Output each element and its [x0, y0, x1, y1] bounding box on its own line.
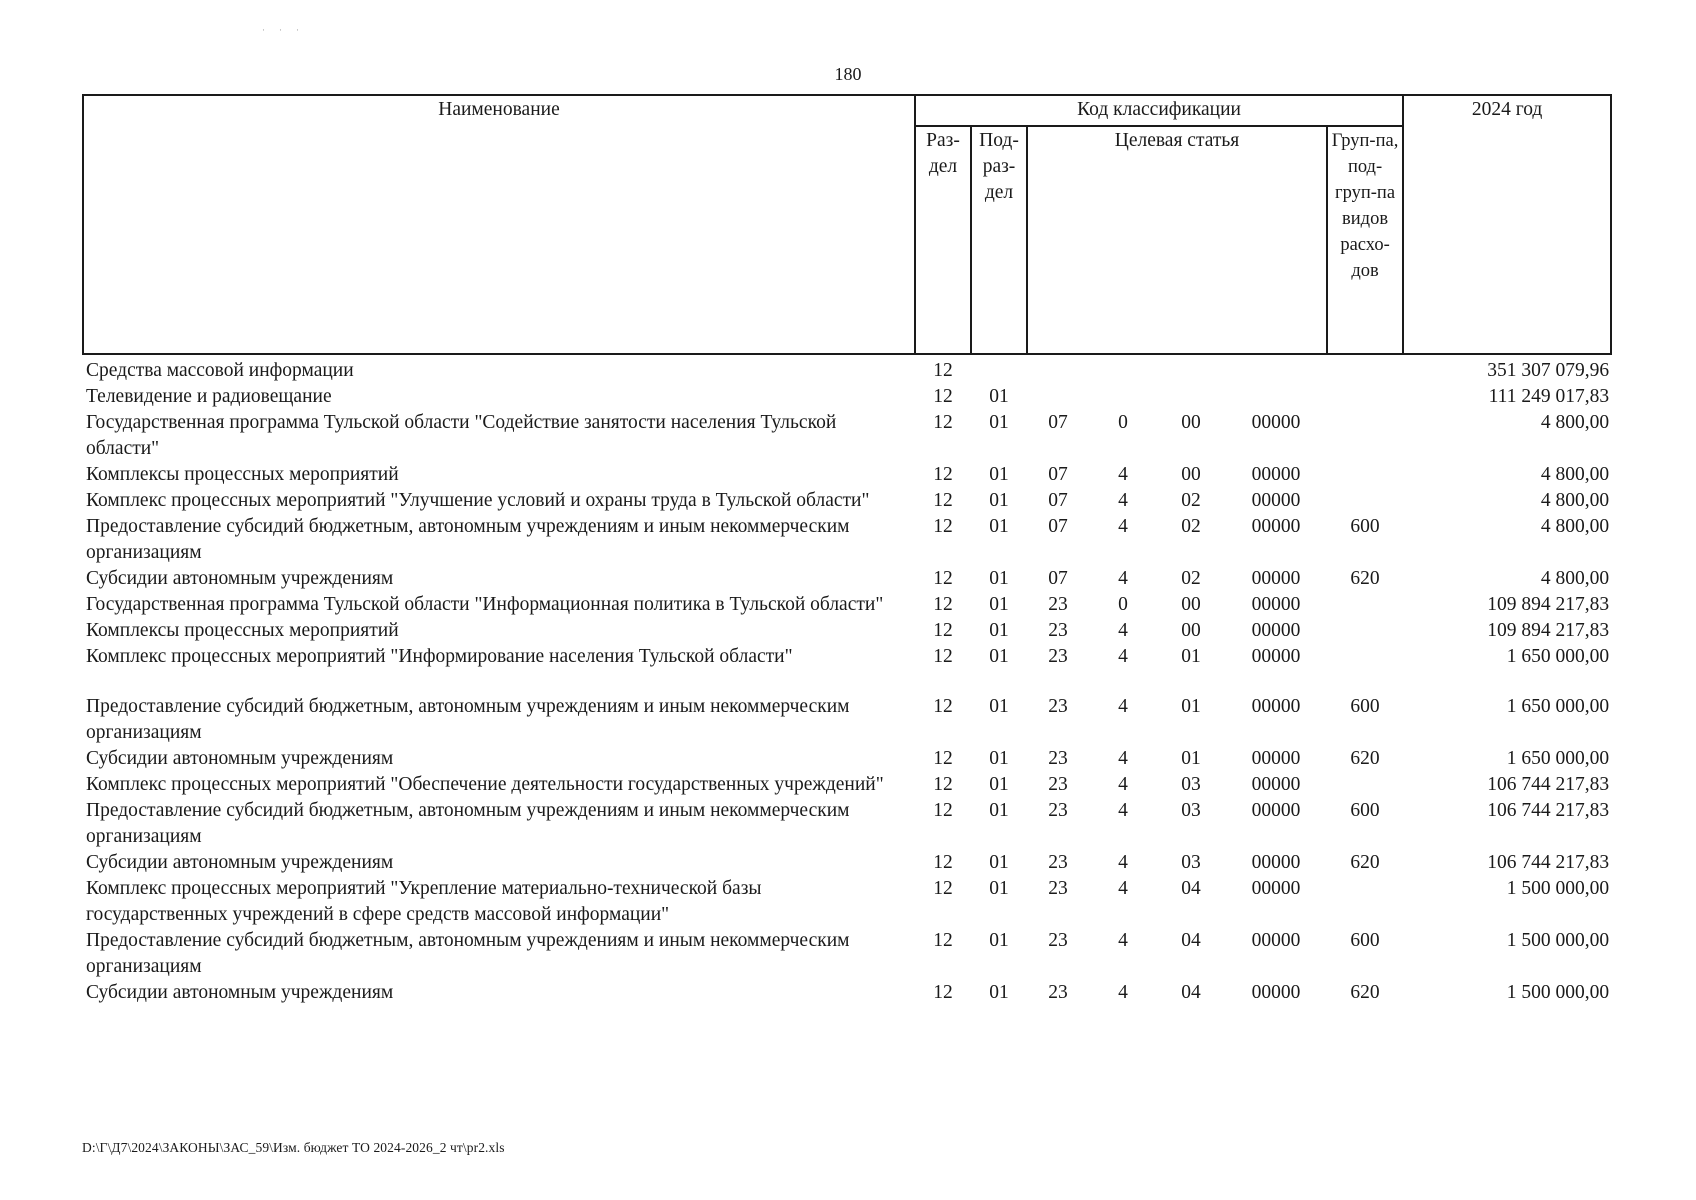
cell-r: 12 [933, 620, 953, 641]
cell-c4: 00000 [1251, 774, 1301, 795]
cell-g [1327, 772, 1403, 798]
cell-c3: 02 [1181, 490, 1201, 511]
cell-c3: 00 [1181, 594, 1201, 615]
cell-c1 [1027, 384, 1089, 410]
cell-c4: 00000 [1251, 800, 1301, 821]
table-row [83, 354, 1611, 384]
header-razdel: Раз-дел [915, 126, 971, 354]
cell-c3 [1157, 384, 1225, 410]
cell-pr: 01 [989, 594, 1009, 615]
cell-r: 12 [933, 800, 953, 821]
cell-c1: 07 [1048, 516, 1068, 537]
cell-r: 12 [933, 464, 953, 485]
cell-amount: 109 894 217,83 [1487, 594, 1610, 615]
cell-name: Комплекс процессных мероприятий "Укрепление материально-технической базы государственных учреждений в сфере средств массовой информации" [86, 878, 762, 925]
cell-name: Комплексы процессных мероприятий [86, 620, 399, 641]
cell-c2: 4 [1118, 800, 1128, 821]
cell-c2: 4 [1118, 774, 1128, 795]
cell-amount: 4 800,00 [1540, 490, 1610, 511]
cell-r: 12 [933, 748, 953, 769]
cell-c3: 04 [1181, 878, 1201, 899]
table-row [83, 980, 1611, 1006]
cell-pr: 01 [989, 464, 1009, 485]
table-row [83, 514, 1611, 566]
cell-c4: 00000 [1251, 748, 1301, 769]
cell-g [1327, 592, 1403, 618]
cell-r: 12 [933, 696, 953, 717]
cell-c3: 00 [1181, 412, 1201, 433]
cell-c2: 0 [1118, 594, 1128, 615]
cell-g [1327, 488, 1403, 514]
cell-c3: 03 [1181, 852, 1201, 873]
cell-name: Комплекс процессных мероприятий "Обеспечение деятельности государственных учреждений" [86, 774, 884, 795]
cell-pr: 01 [989, 412, 1009, 433]
cell-pr: 01 [989, 878, 1009, 899]
cell-c4 [1225, 354, 1327, 384]
table-row [83, 462, 1611, 488]
cell-amount: 351 307 079,96 [1487, 360, 1610, 381]
table-row [83, 772, 1611, 798]
cell-c2: 4 [1118, 490, 1128, 511]
cell-amount: 1 650 000,00 [1506, 696, 1610, 717]
cell-c1: 07 [1048, 490, 1068, 511]
cell-c2: 4 [1118, 568, 1128, 589]
cell-c1: 07 [1048, 412, 1068, 433]
table-row [83, 746, 1611, 772]
cell-name: Средства массовой информации [86, 360, 354, 381]
cell-c3: 01 [1181, 748, 1201, 769]
cell-name: Государственная программа Тульской области "Содействие занятости населения Тульской области" [86, 412, 837, 459]
cell-g [1327, 354, 1403, 384]
cell-pr [971, 354, 1027, 384]
cell-c3: 03 [1181, 800, 1201, 821]
cell-r: 12 [933, 412, 953, 433]
cell-c2: 4 [1118, 646, 1128, 667]
cell-g: 620 [1350, 852, 1380, 873]
cell-c3: 01 [1181, 696, 1201, 717]
cell-pr: 01 [989, 490, 1009, 511]
header-target: Целевая статья [1027, 126, 1327, 354]
cell-amount: 1 500 000,00 [1506, 878, 1610, 899]
cell-c1: 23 [1048, 800, 1068, 821]
cell-c4: 00000 [1251, 464, 1301, 485]
cell-r: 12 [933, 516, 953, 537]
cell-name: Субсидии автономным учреждениям [86, 748, 394, 769]
cell-g [1327, 644, 1403, 670]
footer-file-path: D:\Г\Д7\2024\ЗАКОНЫ\ЗАС_59\Изм. бюджет ТО 2024-2026_2 чт\pr2.xls [82, 1140, 505, 1155]
cell-g [1327, 876, 1403, 928]
cell-pr: 01 [989, 620, 1009, 641]
cell-r: 12 [933, 490, 953, 511]
table-body [83, 354, 1611, 1006]
cell-name: Субсидии автономным учреждениям [86, 982, 394, 1003]
cell-c4: 00000 [1251, 852, 1301, 873]
header-group: Груп-па, под-груп-па видов расхо-дов [1327, 126, 1403, 354]
cell-c1: 23 [1048, 982, 1068, 1003]
cell-c4: 00000 [1251, 568, 1301, 589]
cell-r: 12 [933, 646, 953, 667]
cell-c2: 4 [1118, 464, 1128, 485]
cell-r: 12 [933, 982, 953, 1003]
cell-c1: 23 [1048, 774, 1068, 795]
cell-c3: 01 [1181, 646, 1201, 667]
spacer-cell [83, 670, 1611, 694]
cell-c2 [1089, 384, 1157, 410]
table-row [83, 928, 1611, 980]
cell-c4: 00000 [1251, 516, 1301, 537]
cell-r: 12 [933, 774, 953, 795]
scan-artifact: ··· [262, 25, 313, 35]
table-row [83, 566, 1611, 592]
cell-c1: 23 [1048, 620, 1068, 641]
header-year: 2024 год [1403, 95, 1611, 354]
cell-name: Субсидии автономным учреждениям [86, 852, 394, 873]
cell-c4: 00000 [1251, 620, 1301, 641]
cell-c1 [1027, 354, 1089, 384]
cell-amount: 1 500 000,00 [1506, 982, 1610, 1003]
cell-r: 12 [933, 852, 953, 873]
cell-amount: 4 800,00 [1540, 464, 1610, 485]
cell-pr: 01 [989, 852, 1009, 873]
cell-name: Предоставление субсидий бюджетным, автономным учреждениям и иным некоммерческим организациям [86, 516, 850, 563]
cell-g [1327, 462, 1403, 488]
cell-c4: 00000 [1251, 412, 1301, 433]
cell-name: Предоставление субсидий бюджетным, автономным учреждениям и иным некоммерческим организациям [86, 930, 850, 977]
cell-pr: 01 [989, 568, 1009, 589]
table-row [83, 850, 1611, 876]
cell-g: 600 [1350, 800, 1380, 821]
cell-c1: 23 [1048, 646, 1068, 667]
cell-c2 [1089, 354, 1157, 384]
cell-c2: 4 [1118, 930, 1128, 951]
cell-pr: 01 [989, 930, 1009, 951]
cell-c3: 00 [1181, 464, 1201, 485]
table-row [83, 694, 1611, 746]
cell-c3: 02 [1181, 568, 1201, 589]
cell-pr: 01 [989, 748, 1009, 769]
cell-amount: 109 894 217,83 [1487, 620, 1610, 641]
cell-c4: 00000 [1251, 696, 1301, 717]
header-classification: Код классификации [915, 95, 1403, 126]
cell-pr: 01 [989, 386, 1009, 407]
cell-c3: 02 [1181, 516, 1201, 537]
cell-c1: 07 [1048, 568, 1068, 589]
cell-g: 620 [1350, 982, 1380, 1003]
cell-r: 12 [933, 360, 953, 381]
table-row [83, 410, 1611, 462]
cell-pr: 01 [989, 800, 1009, 821]
cell-g [1327, 618, 1403, 644]
cell-name: Предоставление субсидий бюджетным, автономным учреждениям и иным некоммерческим организациям [86, 696, 850, 743]
cell-c3: 03 [1181, 774, 1201, 795]
cell-c1: 23 [1048, 878, 1068, 899]
budget-table [82, 94, 1612, 1006]
cell-amount: 4 800,00 [1540, 412, 1610, 433]
table-row [83, 384, 1611, 410]
cell-amount: 4 800,00 [1540, 568, 1610, 589]
cell-pr: 01 [989, 982, 1009, 1003]
cell-c2: 4 [1118, 982, 1128, 1003]
cell-c4: 00000 [1251, 878, 1301, 899]
cell-amount: 1 650 000,00 [1506, 646, 1610, 667]
cell-g [1327, 384, 1403, 410]
cell-c3 [1157, 354, 1225, 384]
cell-c1: 07 [1048, 464, 1068, 485]
cell-amount: 1 650 000,00 [1506, 748, 1610, 769]
cell-name: Комплексы процессных мероприятий [86, 464, 399, 485]
cell-c4: 00000 [1251, 930, 1301, 951]
table-row [83, 592, 1611, 618]
cell-name: Государственная программа Тульской области "Информационная политика в Тульской области" [86, 594, 884, 615]
cell-pr: 01 [989, 646, 1009, 667]
cell-amount: 111 249 017,83 [1488, 386, 1610, 407]
cell-c1: 23 [1048, 930, 1068, 951]
cell-g: 620 [1350, 748, 1380, 769]
cell-g [1327, 410, 1403, 462]
cell-name: Комплекс процессных мероприятий "Информирование населения Тульской области" [86, 646, 793, 667]
cell-c2: 4 [1118, 852, 1128, 873]
cell-g: 620 [1350, 568, 1380, 589]
cell-g: 600 [1350, 516, 1380, 537]
cell-c2: 4 [1118, 748, 1128, 769]
cell-amount: 106 744 217,83 [1487, 852, 1610, 873]
table-row [83, 618, 1611, 644]
cell-c4: 00000 [1251, 594, 1301, 615]
header-podrazdel: Под-раз-дел [971, 126, 1027, 354]
cell-amount: 106 744 217,83 [1487, 800, 1610, 821]
cell-c2: 4 [1118, 620, 1128, 641]
cell-name: Предоставление субсидий бюджетным, автономным учреждениям и иным некоммерческим организациям [86, 800, 850, 847]
header-name: Наименование [83, 95, 915, 354]
cell-c2: 4 [1118, 878, 1128, 899]
cell-amount: 1 500 000,00 [1506, 930, 1610, 951]
cell-name: Комплекс процессных мероприятий "Улучшение условий и охраны труда в Тульской области" [86, 490, 870, 511]
cell-pr: 01 [989, 696, 1009, 717]
cell-r: 12 [933, 568, 953, 589]
cell-amount: 4 800,00 [1540, 516, 1610, 537]
cell-c3: 00 [1181, 620, 1201, 641]
cell-c3: 04 [1181, 930, 1201, 951]
table-row [83, 798, 1611, 850]
cell-pr: 01 [989, 516, 1009, 537]
cell-c4 [1225, 384, 1327, 410]
cell-c2: 4 [1118, 696, 1128, 717]
cell-g: 600 [1350, 930, 1380, 951]
cell-c1: 23 [1048, 594, 1068, 615]
cell-c1: 23 [1048, 852, 1068, 873]
table-row [83, 876, 1611, 928]
page-number: 180 [834, 64, 862, 84]
cell-pr: 01 [989, 774, 1009, 795]
table-row [83, 488, 1611, 514]
cell-r: 12 [933, 594, 953, 615]
cell-r: 12 [933, 878, 953, 899]
cell-name: Телевидение и радиовещание [86, 386, 332, 407]
table-row [83, 644, 1611, 670]
spacer-row [83, 670, 1611, 694]
cell-c2: 4 [1118, 516, 1128, 537]
cell-c4: 00000 [1251, 646, 1301, 667]
cell-r: 12 [933, 930, 953, 951]
cell-amount: 106 744 217,83 [1487, 774, 1610, 795]
cell-c1: 23 [1048, 748, 1068, 769]
cell-r: 12 [933, 386, 953, 407]
cell-c2: 0 [1118, 412, 1128, 433]
cell-c4: 00000 [1251, 490, 1301, 511]
cell-c4: 00000 [1251, 982, 1301, 1003]
cell-c1: 23 [1048, 696, 1068, 717]
cell-name: Субсидии автономным учреждениям [86, 568, 394, 589]
cell-c3: 04 [1181, 982, 1201, 1003]
cell-g: 600 [1350, 696, 1380, 717]
